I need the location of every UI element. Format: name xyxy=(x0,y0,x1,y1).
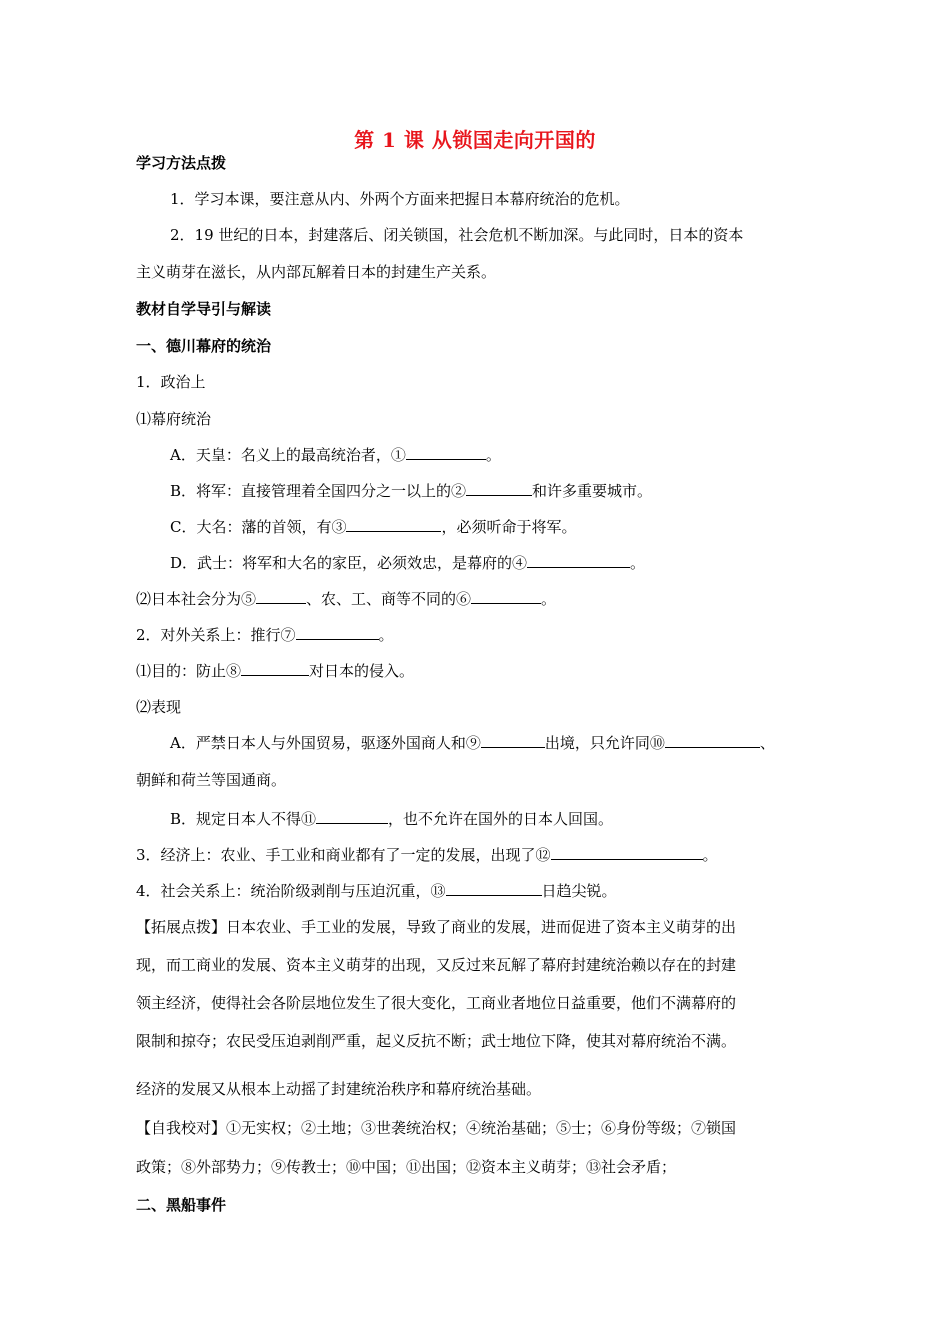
sub-2-end: 。 xyxy=(541,590,557,608)
blank-1 xyxy=(406,445,486,460)
item-e-text: A．严禁日本人与外国贸易，驱逐外国商人和⑨ xyxy=(170,734,481,752)
item-a xyxy=(170,445,501,465)
item-f xyxy=(170,809,613,829)
point-2-sub-1-text: ⑴目的：防止⑧ xyxy=(136,662,242,680)
answer-key-line-1: 【自我校对】①无实权；②土地；③世袭统治权；④统治基础；⑤士；⑥身份等级；⑦锁国 xyxy=(136,1119,737,1137)
point-1-sub-2 xyxy=(136,589,556,609)
sub-2-text: ⑵日本社会分为⑤ xyxy=(136,590,257,608)
item-f-end: ，也不允许在国外的日本人回国。 xyxy=(388,810,614,828)
point-4 xyxy=(136,881,617,901)
point-2-end: 。 xyxy=(378,626,394,644)
extension-line-3: 领主经济，使得社会各阶层地位发生了很大变化，工商业者地位日益重要，他们不满幕府的 xyxy=(136,994,737,1012)
item-d xyxy=(170,553,645,573)
point-2-sub-1 xyxy=(136,661,414,681)
extension-line-2: 现，而工商业的发展、资本主义萌芽的出现，又反过来瓦解了幕府封建统治赖以存在的封建 xyxy=(136,956,737,974)
point-2-sub-2: ⑵表现 xyxy=(136,698,182,716)
blank-10 xyxy=(665,733,760,748)
method-item-2-cont: 主义萌芽在滋长，从内部瓦解着日本的封建生产关系。 xyxy=(136,263,497,281)
method-item-1: 1．学习本课，要注意从内、外两个方面来把握日本幕府统治的危机。 xyxy=(170,190,630,208)
blank-7 xyxy=(296,625,379,640)
point-1: 1．政治上 xyxy=(136,373,206,391)
extension-line-4: 限制和掠夺；农民受压迫剥削严重，起义反抗不断；武士地位下降，使其对幕府统治不满。 xyxy=(136,1032,737,1050)
section-2-heading: 二、黑船事件 xyxy=(136,1196,227,1214)
blank-4 xyxy=(527,553,630,568)
point-2-text: 2．对外关系上：推行⑦ xyxy=(136,626,296,644)
item-b xyxy=(170,481,652,501)
point-3-end: 。 xyxy=(702,846,718,864)
item-e-mid: 出境，只允许同⑩ xyxy=(544,734,665,752)
point-4-text: 4．社会关系上：统治阶级剥削与压迫沉重，⑬ xyxy=(136,882,446,900)
item-b-end: 和许多重要城市。 xyxy=(532,482,653,500)
item-e-end: 、 xyxy=(759,734,775,752)
blank-9 xyxy=(481,733,545,748)
blank-8 xyxy=(241,661,309,676)
extension-line-1: 【拓展点拨】日本农业、手工业的发展，导致了商业的发展，进而促进了资本主义萌芽的出 xyxy=(136,918,737,936)
blank-2 xyxy=(466,481,532,496)
extension-line-5: 经济的发展又从根本上动摇了封建统治秩序和幕府统治基础。 xyxy=(136,1080,542,1098)
point-4-end: 日趋尖锐。 xyxy=(541,882,617,900)
page-title: 第 1 课 从锁国走向开国的 xyxy=(354,128,596,152)
section-1-heading: 一、德川幕府的统治 xyxy=(136,337,272,355)
blank-13 xyxy=(446,881,542,896)
item-d-text: D．武士：将军和大名的家臣，必须效忠，是幕府的④ xyxy=(170,554,528,572)
item-c-text: C．大名：藩的首领，有③ xyxy=(170,518,347,536)
blank-11 xyxy=(316,809,388,824)
blank-6 xyxy=(471,589,541,604)
item-e-cont: 朝鲜和荷兰等国通商。 xyxy=(136,771,287,789)
item-a-text: A．天皇：名义上的最高统治者，① xyxy=(170,446,406,464)
guide-heading: 教材自学导引与解读 xyxy=(136,300,272,318)
item-a-end: 。 xyxy=(485,446,501,464)
method-item-2: 2．19 世纪的日本，封建落后、闭关锁国，社会危机不断加深。与此同时，日本的资本 xyxy=(170,226,744,244)
item-e xyxy=(170,733,775,753)
point-2-sub-1-end: 对日本的侵入。 xyxy=(309,662,415,680)
item-c xyxy=(170,517,577,537)
point-1-sub-1: ⑴幕府统治 xyxy=(136,410,212,428)
item-d-end: 。 xyxy=(630,554,646,572)
point-3 xyxy=(136,845,718,865)
answer-key-line-2: 政策；⑧外部势力；⑨传教士；⑩中国；⑪出国；⑫资本主义萌芽；⑬社会矛盾； xyxy=(136,1158,677,1176)
item-b-text: B．将军：直接管理着全国四分之一以上的② xyxy=(170,482,467,500)
blank-12 xyxy=(551,845,703,860)
point-2 xyxy=(136,625,394,645)
blank-3 xyxy=(346,517,441,532)
sub-2-mid: 、农、工、商等不同的⑥ xyxy=(306,590,472,608)
blank-5 xyxy=(256,589,306,604)
item-c-end: ，必须听命于将军。 xyxy=(441,518,577,536)
item-f-text: B．规定日本人不得⑪ xyxy=(170,810,317,828)
point-3-text: 3．经济上：农业、手工业和商业都有了一定的发展，出现了⑫ xyxy=(136,846,551,864)
method-heading: 学习方法点拨 xyxy=(136,154,227,172)
